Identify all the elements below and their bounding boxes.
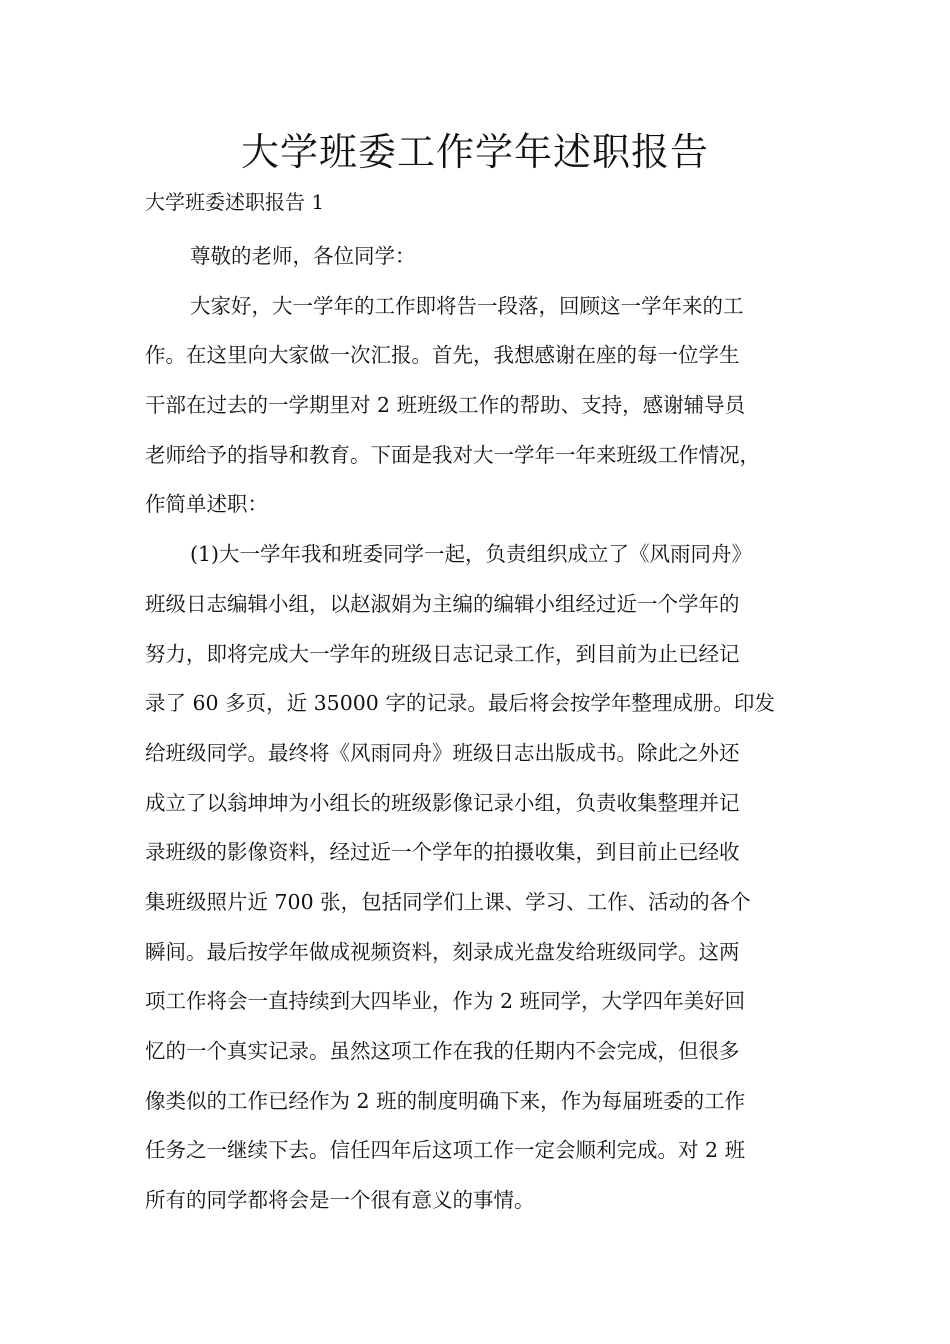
paragraph-line: 干部在过去的一学期里对 2 班班级工作的帮助、支持，感谢辅导员 bbox=[145, 393, 746, 418]
section-heading: 大学班委述职报告 1 bbox=[145, 190, 325, 214]
paragraph-line: 老师给予的指导和教育。下面是我对大一学年一年来班级工作情况， bbox=[145, 442, 760, 467]
paragraph-line: 大家好，大一学年的工作即将告一段落，回顾这一学年来的工 bbox=[190, 293, 744, 318]
paragraph-line: 作简单述职： bbox=[145, 492, 268, 517]
salutation-line: 尊敬的老师，各位同学： bbox=[190, 244, 416, 268]
paragraph-line: 给班级同学。最终将《风雨同舟》班级日志出版成书。除此之外还 bbox=[145, 740, 740, 765]
body-text bbox=[145, 232, 817, 1226]
paragraph-line: 录班级的影像资料，经过近一个学年的拍摄收集，到目前止已经收 bbox=[145, 840, 740, 865]
paragraph-line: 成立了以翁坤坤为小组长的班级影像记录小组，负责收集整理并记 bbox=[145, 790, 740, 815]
paragraph-line: 录了 60 多页，近 35000 字的记录。最后将会按学年整理成册。印发 bbox=[145, 691, 775, 716]
paragraph-line: 项工作将会一直持续到大四毕业，作为 2 班同学，大学四年美好回 bbox=[145, 989, 746, 1014]
paragraph-line: 努力，即将完成大一学年的班级日志记录工作，到目前为止已经记 bbox=[145, 641, 740, 666]
paragraph-line: 瞬间。最后按学年做成视频资料，刻录成光盘发给班级同学。这两 bbox=[145, 939, 740, 964]
paragraph-line: 班级日志编辑小组，以赵淑娟为主编的编辑小组经过近一个学年的 bbox=[145, 591, 740, 616]
paragraph-line: 任务之一继续下去。信任四年后这项工作一定会顺利完成。对 2 班 bbox=[145, 1138, 746, 1163]
paragraph-line: 所有的同学都将会是一个很有意义的事情。 bbox=[145, 1188, 535, 1213]
paragraph-line: 集班级照片近 700 张，包括同学们上课、学习、工作、活动的各个 bbox=[145, 889, 751, 914]
paragraph-line: 忆的一个真实记录。虽然这项工作在我的任期内不会完成，但很多 bbox=[145, 1039, 740, 1063]
paragraph-line: (1)大一学年我和班委同学一起，负责组织成立了《风雨同舟》 bbox=[190, 542, 753, 567]
paragraph-line: 像类似的工作已经作为 2 班的制度明确下来，作为每届班委的工作 bbox=[145, 1088, 746, 1113]
paragraph-line: 作。在这里向大家做一次汇报。首先，我想感谢在座的每一位学生 bbox=[145, 343, 740, 368]
page-title: 大学班委工作学年述职报告 bbox=[240, 130, 709, 174]
